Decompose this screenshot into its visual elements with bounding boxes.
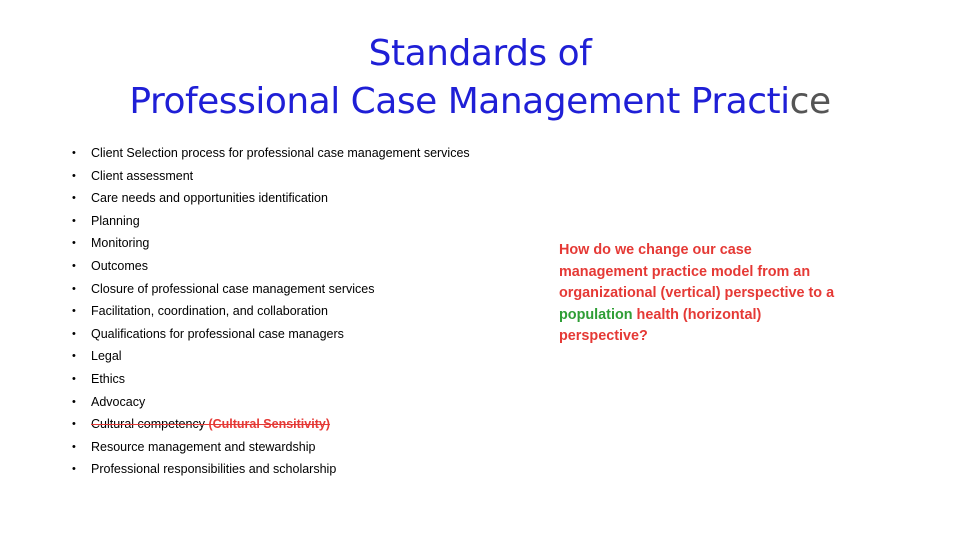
title-line-1: Standards of (368, 33, 592, 74)
bullet-item (70, 255, 540, 278)
bullet-marker: • (72, 282, 76, 295)
bullet-marker: • (72, 214, 76, 227)
bullet-item (70, 368, 540, 391)
bullet-item (70, 142, 540, 165)
bullet-item (70, 323, 540, 346)
standards-bullet-list (70, 142, 540, 481)
bullet-item (70, 232, 540, 255)
bullet-text: Legal (91, 349, 122, 364)
bullet-marker: • (72, 463, 76, 476)
bullet-marker: • (72, 259, 76, 272)
bullet-text: Qualifications for professional case managers (91, 326, 344, 341)
bullet-text: Cultural competency (91, 417, 205, 432)
title-line-2 (0, 78, 960, 126)
bullet-text: Client assessment (91, 168, 194, 183)
bullet-marker: • (72, 372, 76, 385)
bullet-marker: • (72, 327, 76, 340)
bullet-item (70, 345, 540, 368)
question-part-2: health (horizontal) perspective? (559, 306, 762, 345)
bullet-marker: • (72, 395, 76, 408)
question-part-1: How do we change our case management practice model from an organizational (vertical) perspective to a (559, 242, 835, 302)
bullet-marker: • (72, 169, 76, 182)
bullet-text: Resource management and stewardship (91, 439, 316, 454)
bullet-text: Planning (91, 213, 140, 228)
bullet-marker: • (72, 147, 76, 159)
bullet-text: Facilitation, coordination, and collaboration (91, 304, 328, 319)
bullet-item (70, 436, 540, 459)
bullet-item (70, 210, 540, 233)
bullet-text: Closure of professional case management services (91, 281, 375, 296)
title-line-2-end: ce (789, 81, 831, 122)
bullet-marker: • (72, 237, 76, 250)
bullet-marker: • (72, 305, 76, 318)
bullet-text: Professional responsibilities and scholarship (91, 462, 337, 477)
bullet-text: Care needs and opportunities identification (91, 191, 328, 206)
bullet-item (70, 187, 540, 210)
bullet-text: Ethics (91, 371, 126, 386)
bullet-item (70, 391, 540, 414)
bullet-marker: • (72, 418, 76, 431)
bullet-marker: • (72, 192, 76, 205)
bullet-text: Outcomes (91, 258, 148, 273)
bullet-item (70, 458, 540, 481)
bullet-item (70, 278, 540, 301)
bullet-item (70, 165, 540, 188)
bullet-text: Monitoring (91, 236, 150, 251)
question-highlight: population (559, 306, 633, 323)
bullet-marker: • (72, 440, 76, 453)
bullet-text: Client Selection process for professional case management services (91, 146, 470, 160)
bullet-marker: • (72, 350, 76, 363)
question-text (559, 240, 839, 348)
bullet-note: (Cultural Sensitivity) (208, 417, 330, 432)
bullet-item (70, 300, 540, 323)
bullet-item (70, 413, 540, 436)
title-line-2-main: Professional Case Management Practi (129, 81, 790, 122)
slide-title (0, 30, 960, 126)
bullet-text: Advocacy (91, 394, 146, 409)
